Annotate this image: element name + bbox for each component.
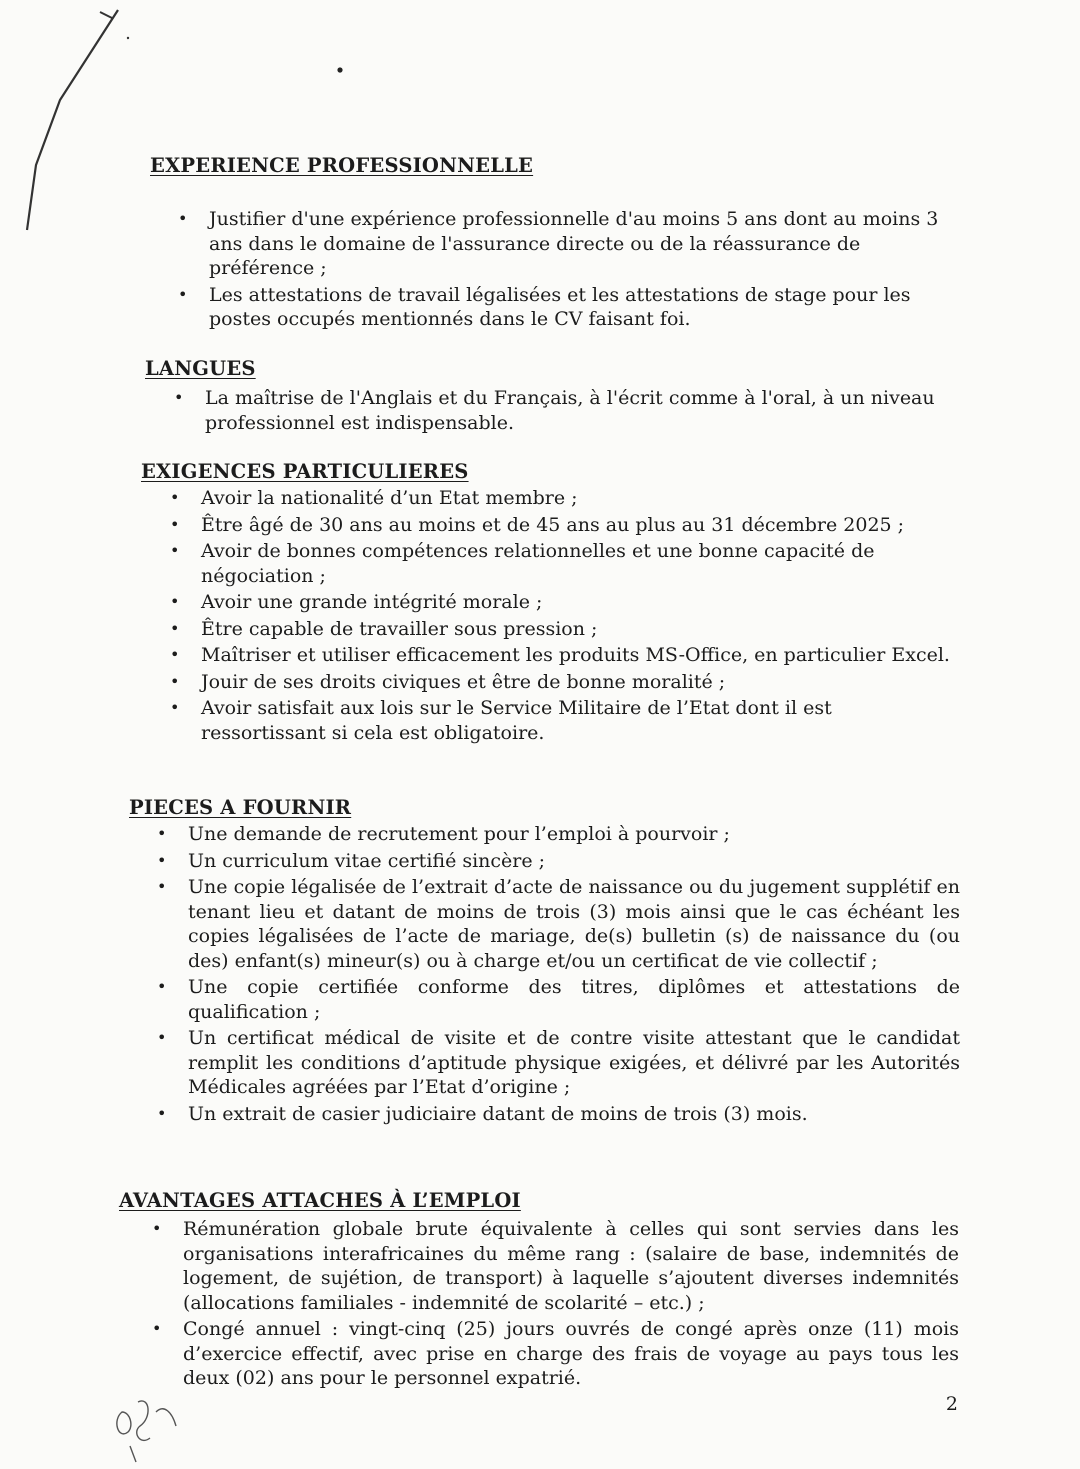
list-item: • Avoir la nationalité d’un Etat membre ; — [170, 487, 578, 509]
bullet-icon: • — [170, 592, 180, 611]
bullet-icon: • — [170, 488, 180, 507]
list-avantages — [152, 1217, 959, 1393]
page-number: 2 — [945, 1393, 958, 1415]
list-item: • Un extrait de casier judiciaire datant de moins de trois (3) mois. — [157, 1102, 808, 1125]
bullet-icon: • — [170, 698, 180, 717]
bullet-icon: • — [157, 977, 167, 996]
section-heading-experience: EXPERIENCE PROFESSIONNELLE — [150, 154, 534, 177]
list-item: • Jouir de ses droits civiques et être de bonne moralité ; — [170, 670, 726, 693]
pen-stroke-mark — [27, 10, 118, 230]
list-langues — [174, 386, 965, 437]
section-heading-avantages: AVANTAGES ATTACHES À L’EMPLOI — [119, 1189, 521, 1212]
bullet-icon: • — [152, 1219, 162, 1238]
list-item: • Maîtriser et utiliser efficacement les produits MS-Office, en particulier Excel. — [170, 644, 950, 666]
section-heading-exigences: EXIGENCES PARTICULIERES — [141, 460, 469, 483]
bullet-icon: • — [170, 618, 180, 638]
bullet-icon: • — [157, 1028, 167, 1047]
list-item: • La maîtrise de l'Anglais et du Français, à l'écrit comme à l'oral, à un niveau professionnel est indispensable. — [174, 387, 935, 434]
bullet-icon: • — [170, 671, 180, 691]
bullet-icon: • — [178, 209, 188, 228]
bullet-icon: • — [152, 1319, 162, 1338]
bullet-icon: • — [170, 645, 180, 664]
list-item: • Une copie certifiée conforme des titres, diplômes et attestations de qualification ; — [157, 976, 960, 1023]
list-pieces — [157, 822, 960, 1128]
bullet-icon: • — [157, 877, 167, 896]
bullet-icon: • — [170, 541, 180, 560]
bullet-icon: • — [174, 388, 184, 407]
handwritten-initials — [117, 1401, 176, 1462]
bullet-icon: • — [170, 514, 180, 534]
list-item: • Une demande de recrutement pour l’emploi à pourvoir ; — [157, 823, 730, 845]
list-item: • Un curriculum vitae certifié sincère ; — [157, 849, 546, 872]
list-item: • Être capable de travailler sous pression ; — [170, 617, 598, 640]
ink-dot — [337, 67, 342, 72]
bullet-icon: • — [157, 1103, 167, 1123]
list-item: • Avoir une grande intégrité morale ; — [170, 591, 543, 613]
list-item: • Être âgé de 30 ans au moins et de 45 ans au plus au 31 décembre 2025 ; — [170, 513, 905, 536]
bullet-icon: • — [178, 284, 188, 304]
list-experience — [178, 207, 961, 334]
list-item: • Justifier d'une expérience professionnelle d'au moins 5 ans dont au moins 3 ans dans le domaine de l'assurance directe ou de la réassurance de préférence ; — [178, 208, 939, 279]
list-item: • Rémunération globale brute équivalente à celles qui sont servies dans les organisations interafricaines du même rang : (salaire de base, indemnités de logement, de sujétion, de transport) à laquelle s’ajoutent diverses indemnités (allocations familiales - indemnité de scolarité – etc.) ; — [152, 1218, 959, 1314]
list-item: • Congé annuel : vingt-cinq (25) jours ouvrés de congé après onze (11) mois d’exercice effectif, avec prise en charge des frais de voyage au pays tous les deux (02) ans pour le personnel expatrié. — [152, 1318, 959, 1389]
section-heading-langues: LANGUES — [145, 357, 256, 380]
bullet-icon: • — [157, 850, 167, 870]
list-item: • Avoir de bonnes compétences relationnelles et une bonne capacité de négociation ; — [170, 540, 875, 587]
list-item: • Les attestations de travail légalisées et les attestations de stage pour les postes occupés mentionnés dans le CV faisant foi. — [178, 283, 911, 330]
list-item: • Une copie légalisée de l’extrait d’acte de naissance ou du jugement supplétif en tenant lieu et datant de moins de trois (3) mois ainsi que le cas échéant les copies légalisées de l’acte de mariage, de(s) bulletin (s) de naissance du (ou des) enfant(s) mineur(s) ou à charge et/ou un certificat de vie collectif ; — [157, 876, 960, 972]
list-exigences — [170, 486, 961, 747]
section-heading-pieces: PIECES A FOURNIR — [129, 796, 352, 819]
list-item: • Avoir satisfait aux lois sur le Service Militaire de l’Etat dont il est ressortissant si cela est obligatoire. — [170, 697, 832, 744]
list-item: • Un certificat médical de visite et de contre visite attestant que le candidat remplit les conditions d’aptitude physique exigées, et délivré par les Autorités Médicales agréées par l’Etat d’origine ; — [157, 1027, 960, 1098]
bullet-icon: • — [157, 824, 167, 843]
